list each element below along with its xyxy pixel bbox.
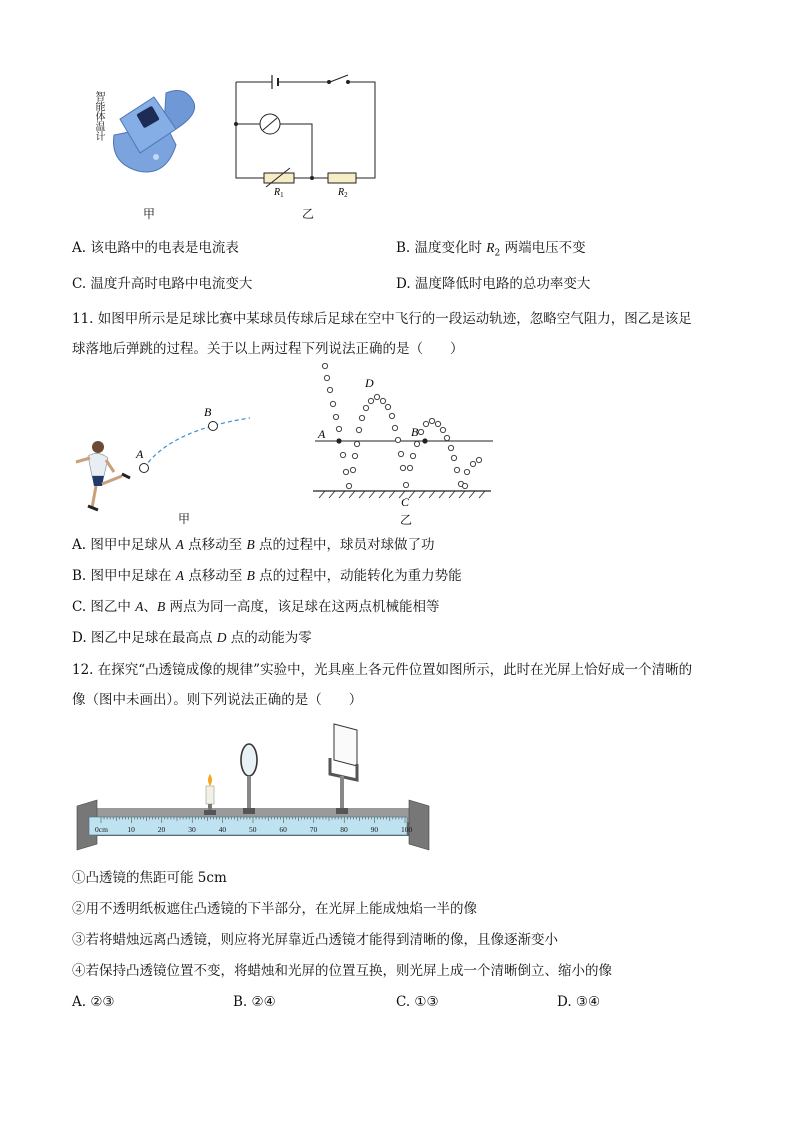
- optical-bench-figure: [75, 722, 435, 854]
- q12-stem-line1: 12. 在探究“凸透镜成像的规律”实验中，光具座上各元件位置如图所示，此时在光屏上恰好成一个清晰的: [72, 662, 693, 678]
- q10-option-a[interactable]: A. 该电路中的电表是电流表: [72, 240, 239, 256]
- q11-fig-jia-caption: 甲: [178, 512, 191, 526]
- ruler-label: 50: [249, 825, 257, 834]
- soccer-kick-figure: [70, 400, 260, 515]
- q11-option-c[interactable]: C. 图乙中 A、B 两点为同一高度，该足球在这两点机械能相等: [72, 599, 440, 615]
- point-a-label-yi: A: [318, 427, 326, 441]
- q12-statement-2: ②用不透明纸板遮住凸透镜的下半部分，在光屏上能成烛焰一半的像: [72, 901, 477, 917]
- q10-option-b[interactable]: B. 温度变化时 $R_2$ 两端电压不变: [396, 240, 586, 259]
- thermometer-device-image: [106, 85, 201, 180]
- thermometer-figure: [88, 85, 198, 195]
- ruler-label: 40: [218, 825, 227, 834]
- point-d-label: D: [365, 376, 374, 390]
- bouncing-ball-figure: [305, 360, 500, 510]
- point-c-label: C: [401, 495, 410, 509]
- q10-fig-jia-caption: 甲: [143, 207, 156, 221]
- q10-option-c[interactable]: C. 温度升高时电路中电流变大: [72, 276, 253, 292]
- q11-option-a[interactable]: A. 图甲中足球从 A 点移动至 B 点的过程中，球员对球做了功: [72, 537, 435, 553]
- r2-label: $R_2$: [338, 187, 348, 199]
- q11-stem-line2: 球落地后弹跳的过程。关于以上两过程下列说法正确的是（ ）: [72, 341, 464, 357]
- q11-option-d[interactable]: D. 图乙中足球在最高点 D 点的动能为零: [72, 630, 312, 646]
- q12-option-a[interactable]: A. ②③: [72, 994, 115, 1010]
- q12-stem-line2: 像（图中未画出）。则下列说法正确的是（ ）: [72, 692, 363, 708]
- ruler-label: 30: [188, 825, 196, 834]
- ruler-label: 80: [340, 825, 348, 834]
- q12-statement-3: ③若将蜡烛远离凸透镜，则应将光屏靠近凸透镜才能得到清晰的像，且像逐渐变小: [72, 932, 558, 948]
- q12-statement-4: ④若保持凸透镜位置不变，将蜡烛和光屏的位置互换，则光屏上成一个清晰倒立、缩小的像: [72, 963, 612, 979]
- light-screen: [330, 724, 357, 814]
- ruler-label: 70: [309, 825, 318, 834]
- circuit-diagram: [228, 68, 388, 203]
- q10-option-d[interactable]: D. 温度降低时电路的总功率变大: [396, 276, 591, 292]
- ruler-label: 60: [279, 825, 287, 834]
- q11-option-b[interactable]: B. 图甲中足球在 A 点移动至 B 点的过程中，动能转化为重力势能: [72, 568, 462, 584]
- ruler-label: 90: [370, 825, 379, 834]
- r1-label: $R_1$: [274, 187, 284, 199]
- ruler-label: 0cm: [95, 825, 108, 834]
- point-b-label-jia: B: [204, 405, 212, 419]
- q12-option-d[interactable]: D. ③④: [557, 994, 601, 1010]
- ruler-label: 100: [401, 825, 413, 834]
- ruler-label: 10: [127, 825, 135, 834]
- thermometer-vertical-label: 智能体温计: [93, 91, 104, 141]
- q12-statement-1: ①凸透镜的焦距可能 5cm: [72, 870, 227, 886]
- point-b-label-yi: B: [411, 425, 419, 439]
- convex-lens: [241, 744, 257, 814]
- ruler-label: 20: [157, 825, 166, 834]
- q11-fig-yi-caption: 乙: [400, 513, 413, 527]
- q12-option-b[interactable]: B. ②④: [233, 994, 276, 1010]
- q11-stem-line1: 11. 如图甲所示是足球比赛中某球员传球后足球在空中飞行的一段运动轨迹，忽略空气阻力，图乙是该足: [72, 311, 692, 327]
- q12-option-c[interactable]: C. ①③: [396, 994, 439, 1010]
- point-a-label-jia: A: [136, 447, 144, 461]
- q10-fig-yi-caption: 乙: [302, 207, 315, 221]
- player-figure: [76, 441, 130, 510]
